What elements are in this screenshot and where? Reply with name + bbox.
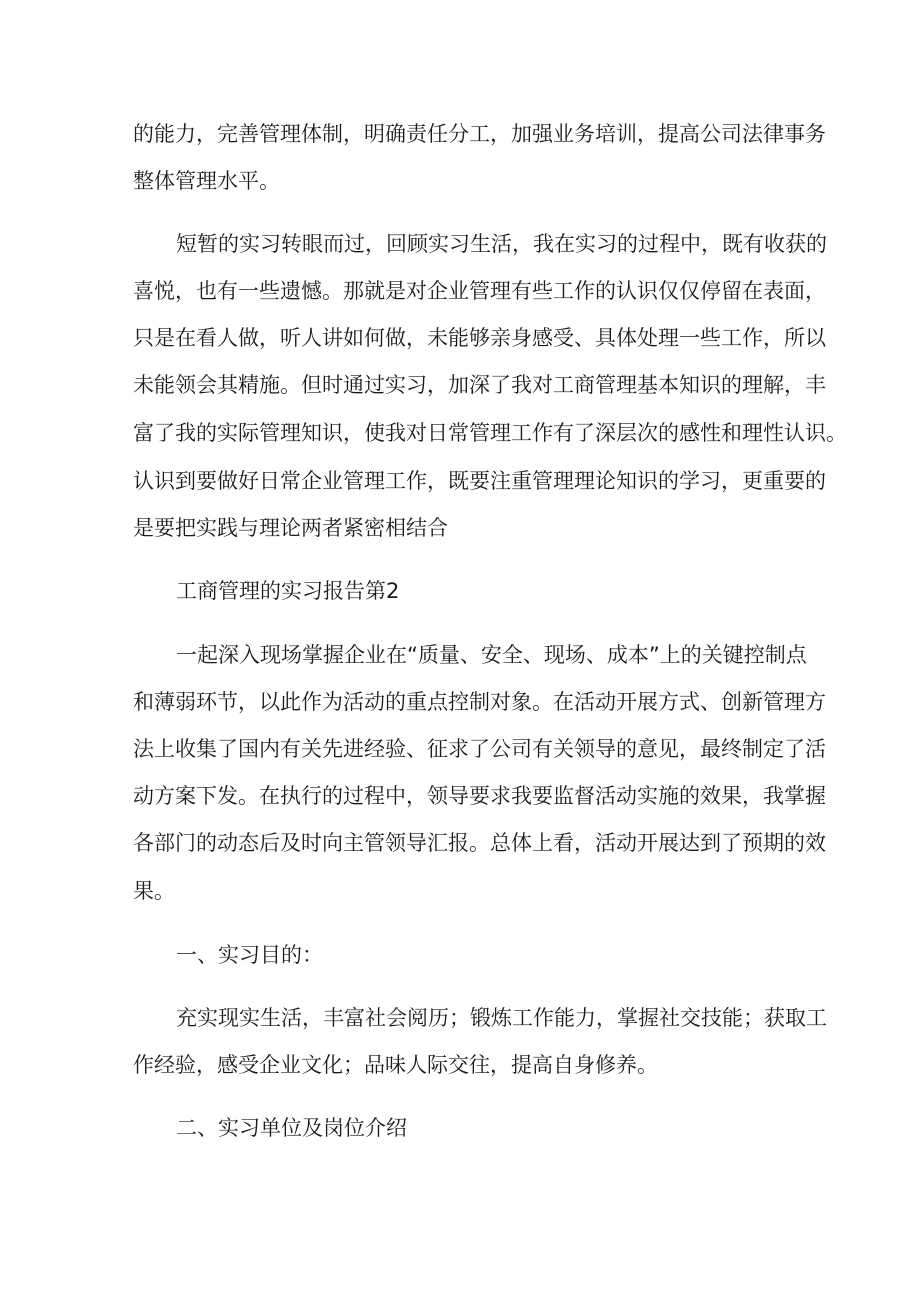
paragraph-3-line-4: 动方案下发。在执行的过程中，领导要求我要监督活动实施的效果，我掌握 bbox=[133, 784, 826, 808]
paragraph-1-line-2: 整体管理水平。 bbox=[133, 169, 280, 193]
paragraph-3-line-3: 法上收集了国内有关先进经验、征求了公司有关领导的意见，最终制定了活 bbox=[133, 737, 826, 761]
paragraph-4-line-1: 充实现实生活，丰富社会阅历；锻炼工作能力，掌握社交技能；获取工 bbox=[176, 1006, 827, 1030]
paragraph-3-line-1: 一起深入现场掌握企业在“质量、安全、现场、成本”上的关键控制点 bbox=[176, 643, 807, 667]
paragraph-2-line-4: 未能领会其精施。但时通过实习，加深了我对工商管理基本知识的理解，丰 bbox=[133, 373, 826, 397]
paragraph-1-line-1: 的能力，完善管理体制，明确责任分工，加强业务培训，提高公司法律事务 bbox=[133, 122, 826, 146]
section-heading-purpose: 一、实习目的： bbox=[176, 943, 323, 967]
paragraph-3-line-6: 果。 bbox=[133, 879, 175, 903]
paragraph-2-line-2: 喜悦，也有一些遗憾。那就是对企业管理有些工作的认识仅仅停留在表面， bbox=[133, 279, 826, 303]
paragraph-3-line-5: 各部门的动态后及时向主管领导汇报。总体上看，活动开展达到了预期的效 bbox=[133, 831, 826, 855]
paragraph-4-line-2: 作经验，感受企业文化；品味人际交往，提高自身修养。 bbox=[133, 1053, 658, 1077]
paragraph-2-line-1: 短暂的实习转眼而过，回顾实习生活，我在实习的过程中，既有收获的 bbox=[176, 232, 827, 256]
section-heading-unit: 二、实习单位及岗位介绍 bbox=[176, 1116, 407, 1140]
paragraph-3-line-2: 和薄弱环节，以此作为活动的重点控制对象。在活动开展方式、创新管理方 bbox=[133, 690, 826, 714]
paragraph-2-line-7: 是要把实践与理论两者紧密相结合 bbox=[133, 516, 448, 540]
paragraph-2-line-3: 只是在看人做，听人讲如何做，未能够亲身感受、具体处理一些工作，所以 bbox=[133, 326, 826, 350]
section-heading-report-2: 工商管理的实习报告第2 bbox=[176, 579, 400, 603]
paragraph-2-line-5: 富了我的实际管理知识，使我对日常管理工作有了深层次的感性和理性认识。 bbox=[133, 421, 847, 445]
paragraph-2-line-6: 认识到要做好日常企业管理工作，既要注重管理理论知识的学习，更重要的 bbox=[133, 469, 826, 493]
